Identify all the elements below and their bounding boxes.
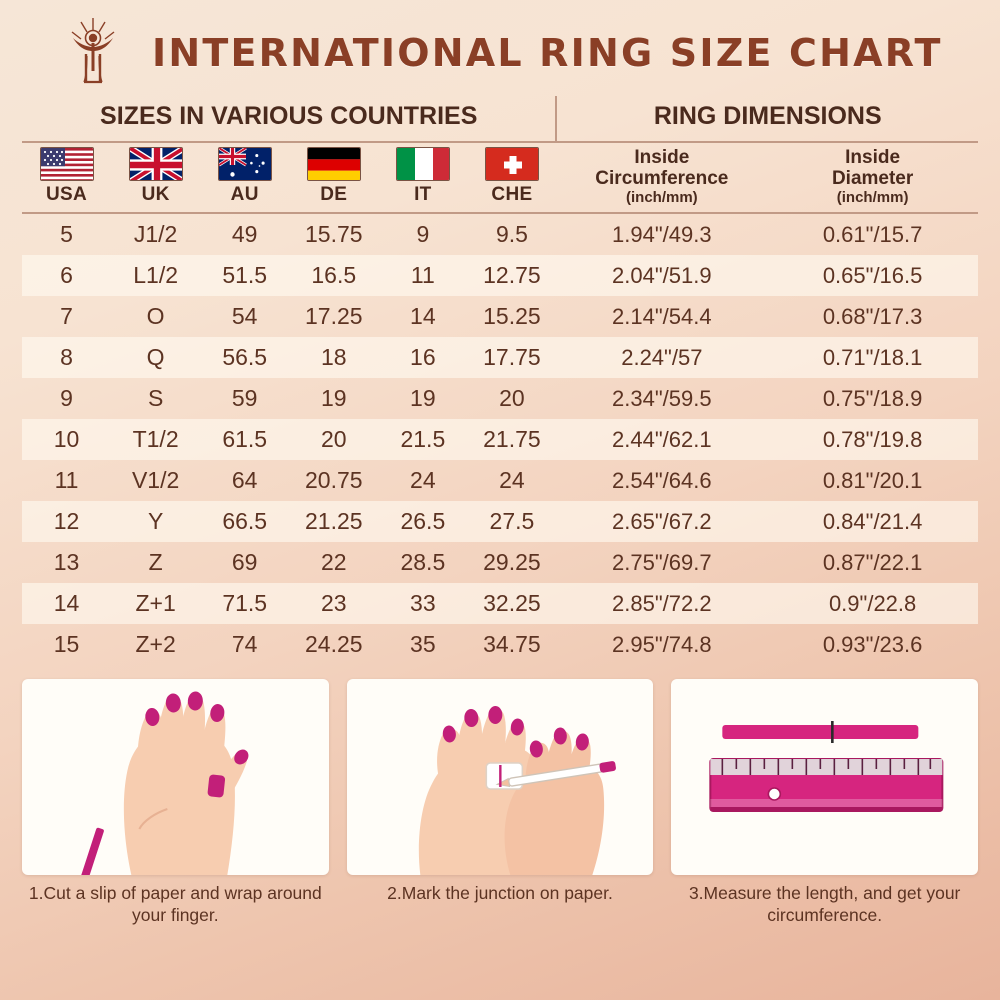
cell-usa: 7: [60, 303, 73, 330]
cell-de: 23: [289, 583, 378, 624]
cell-diameter: 0.9"/22.8: [767, 583, 978, 624]
cell-it: 16: [378, 337, 467, 378]
cell-au: 74: [231, 631, 258, 658]
cell-circumference: 1.94"/49.3: [612, 221, 712, 247]
column-code-uk: UK: [141, 184, 170, 206]
cell-de: 17.25: [304, 303, 363, 330]
column-header-it: [378, 142, 467, 212]
column-code-de: DE: [320, 184, 348, 206]
cell-diameter: 0.75"/18.9: [822, 385, 923, 411]
group-header-row: [22, 96, 978, 141]
cell-au: 56.5: [200, 337, 289, 378]
cell-uk: Q: [111, 337, 200, 378]
cell-it: 24: [410, 467, 436, 494]
cell-usa: 13: [53, 549, 80, 576]
cell-circumference: 2.14"/54.4: [612, 303, 712, 329]
table-row: [22, 583, 978, 624]
flag-au-icon: [218, 147, 272, 181]
cell-au: 64: [231, 467, 258, 494]
cell-au: 54: [231, 303, 258, 330]
column-header-usa: [22, 142, 111, 212]
cell-diameter: 0.87"/22.1: [822, 549, 923, 575]
hands-marking-paper-with-pen-illustration: [347, 679, 654, 875]
cell-usa: 9: [60, 385, 73, 412]
step-1: [22, 679, 329, 926]
column-header-uk: [111, 142, 200, 212]
step-1-caption: 1.Cut a slip of paper and wrap around your finger.: [28, 883, 322, 925]
table-row: [22, 337, 978, 378]
column-header-au: [200, 142, 289, 212]
cell-it: 11: [378, 255, 467, 296]
step-2-caption: 2.Mark the junction on paper.: [387, 883, 613, 904]
column-code-usa: USA: [46, 184, 88, 206]
table-row: [22, 624, 978, 665]
cell-au: 49: [231, 221, 258, 248]
cell-che: 17.75: [467, 337, 556, 378]
cell-uk: T1/2: [111, 419, 200, 460]
cell-uk: J1/2: [133, 221, 178, 248]
size-chart-body: [22, 213, 978, 665]
page-title: INTERNATIONAL RING SIZE CHART: [152, 31, 943, 75]
cell-circumference: 2.44"/62.1: [556, 419, 767, 460]
cell-uk: O: [146, 303, 165, 330]
cell-usa: 6: [22, 255, 111, 296]
cell-che: 34.75: [483, 631, 541, 658]
table-row: [22, 501, 978, 542]
cell-diameter: 0.71"/18.1: [767, 337, 978, 378]
column-header-inside-circumference: [556, 142, 767, 212]
table-row: [22, 542, 978, 583]
cell-it: 21.5: [378, 419, 467, 460]
cell-che: 15.25: [483, 303, 541, 330]
step-2: [347, 679, 654, 926]
ruler-measuring-paper-strip-illustration: [671, 679, 978, 875]
dim-header-line1: Inside: [634, 147, 690, 168]
dim-header-line2: Diameter: [831, 168, 914, 190]
flag-che-icon: [485, 147, 539, 181]
header: [22, 14, 978, 92]
cell-uk: L1/2: [111, 255, 200, 296]
cell-uk: S: [147, 385, 164, 412]
cell-che: 29.25: [483, 549, 541, 576]
group-header-countries: SIZES IN VARIOUS COUNTRIES: [22, 96, 556, 141]
table-row: [22, 213, 978, 255]
cell-circumference: 2.04"/51.9: [556, 255, 767, 296]
cell-de: 18: [289, 337, 378, 378]
cell-usa: 14: [22, 583, 111, 624]
flag-it-icon: [396, 147, 450, 181]
cell-diameter: 0.61"/15.7: [822, 221, 923, 247]
cell-diameter: 0.65"/16.5: [767, 255, 978, 296]
step-3: [671, 679, 978, 926]
cell-circumference: 2.24"/57: [556, 337, 767, 378]
table-row: [22, 255, 978, 296]
jesus-figure-logo: [56, 16, 130, 90]
steps-section: [22, 679, 978, 926]
cell-usa: 10: [22, 419, 111, 460]
step-3-caption: 3.Measure the length, and get your circumference.: [688, 883, 961, 925]
flag-uk-icon: [129, 147, 183, 181]
cell-diameter: 0.93"/23.6: [822, 631, 923, 657]
dim-header-line1: Inside: [845, 147, 901, 168]
column-code-it: IT: [414, 184, 432, 206]
cell-de: 24.25: [304, 631, 363, 658]
cell-circumference: 2.75"/69.7: [612, 549, 712, 575]
cell-de: 21.25: [289, 501, 378, 542]
cell-circumference: 2.85"/72.2: [556, 583, 767, 624]
group-header-dimensions: RING DIMENSIONS: [653, 102, 882, 130]
column-header-row: [22, 142, 978, 212]
cell-au: 66.5: [200, 501, 289, 542]
dim-header-line2: Circumference: [595, 168, 729, 190]
cell-au: 51.5: [200, 255, 289, 296]
column-code-che: CHE: [491, 184, 533, 206]
table-row: [22, 378, 978, 419]
cell-de: 15.75: [304, 221, 363, 248]
cell-che: 12.75: [467, 255, 556, 296]
dim-header-line3: (inch/mm): [626, 188, 698, 206]
cell-de: 22: [320, 549, 347, 576]
cell-it: 19: [410, 385, 436, 412]
table-row: [22, 460, 978, 501]
cell-usa: 8: [22, 337, 111, 378]
column-code-au: AU: [230, 184, 259, 206]
cell-usa: 15: [53, 631, 80, 658]
cell-it: 35: [410, 631, 436, 658]
cell-de: 16.5: [289, 255, 378, 296]
cell-au: 59: [231, 385, 258, 412]
cell-uk: Z+2: [135, 631, 176, 658]
column-header-de: [289, 142, 378, 212]
cell-che: 20: [499, 385, 525, 412]
cell-de: 19: [320, 385, 347, 412]
cell-usa: 5: [60, 221, 73, 248]
cell-circumference: 2.65"/67.2: [556, 501, 767, 542]
cell-it: 28.5: [400, 549, 446, 576]
cell-diameter: 0.84"/21.4: [767, 501, 978, 542]
table-row: [22, 296, 978, 337]
cell-che: 24: [499, 467, 525, 494]
cell-circumference: 2.95"/74.8: [612, 631, 712, 657]
cell-diameter: 0.78"/19.8: [767, 419, 978, 460]
cell-uk: Z: [148, 549, 163, 576]
cell-uk: Y: [111, 501, 200, 542]
cell-diameter: 0.81"/20.1: [822, 467, 923, 493]
cell-it: 26.5: [378, 501, 467, 542]
size-chart-table: [22, 96, 978, 665]
cell-it: 33: [378, 583, 467, 624]
cell-diameter: 0.68"/17.3: [822, 303, 923, 329]
column-header-che: [467, 142, 556, 212]
flag-usa-icon: [40, 147, 94, 181]
cell-che: 9.5: [495, 221, 528, 248]
column-header-inside-diameter: [767, 142, 978, 212]
cell-au: 61.5: [200, 419, 289, 460]
cell-circumference: 2.34"/59.5: [612, 385, 712, 411]
cell-uk: V1/2: [131, 467, 180, 494]
cell-au: 69: [231, 549, 258, 576]
cell-de: 20.75: [304, 467, 363, 494]
cell-it: 9: [416, 221, 430, 248]
cell-it: 14: [410, 303, 436, 330]
cell-de: 20: [289, 419, 378, 460]
cell-usa: 12: [22, 501, 111, 542]
cell-au: 71.5: [200, 583, 289, 624]
size-chart-table-wrap: [22, 96, 978, 665]
dim-header-line3: (inch/mm): [836, 188, 909, 206]
cell-che: 21.75: [467, 419, 556, 460]
cell-usa: 11: [54, 467, 79, 494]
cell-che: 27.5: [467, 501, 556, 542]
flag-de-icon: [307, 147, 361, 181]
cell-uk: Z+1: [111, 583, 200, 624]
hand-with-paper-strip-illustration: [22, 679, 329, 875]
table-row: [22, 419, 978, 460]
cell-che: 32.25: [467, 583, 556, 624]
cell-circumference: 2.54"/64.6: [612, 467, 712, 493]
